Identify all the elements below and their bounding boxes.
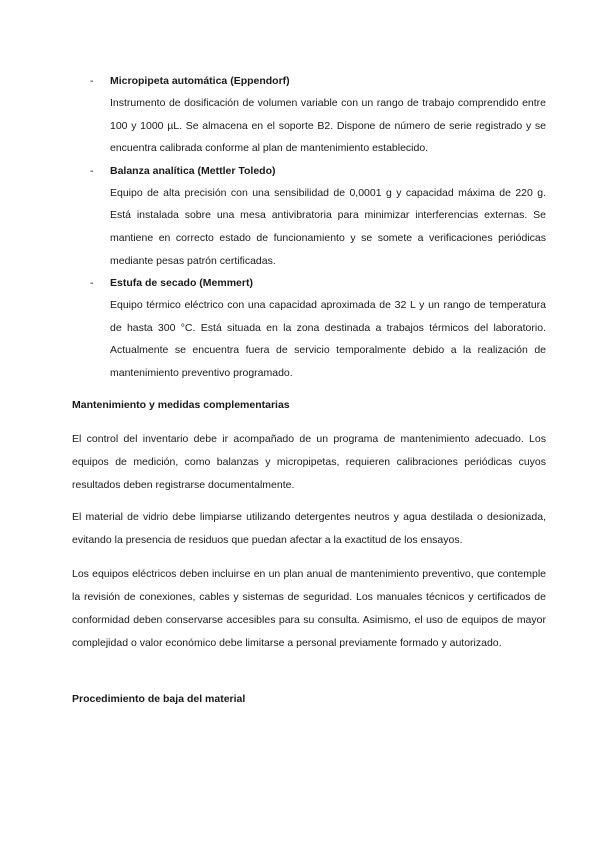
section-heading-maintenance: Mantenimiento y medidas complementarias xyxy=(72,399,290,411)
list-item-drying-oven xyxy=(90,272,546,384)
paragraph-electrical-equipment: Los equipos eléctricos deben incluirse en un plan anual de mantenimiento preventivo, que contemple la revisión de conexiones, cables y sistemas de seguridad. Los manuales técnicos y certificados de conformidad deben conservarse accesibles para su consulta. Asimismo, el uso de equipos de mayor complejidad o valor económico debe limitarse a personal previamente formado y autorizado. xyxy=(72,568,546,649)
item-description: Instrumento de dosificación de volumen variable con un rango de trabajo comprendido entre 100 y 1000 µL. Se almacena en el soporte B2. Dispone de número de serie registrado y se encuentra calibrada conforme al plan de mantenimiento establecido. xyxy=(110,97,546,155)
list-item-analytical-balance xyxy=(90,160,546,272)
list-marker: - xyxy=(90,164,94,177)
item-description: Equipo de alta precisión con una sensibilidad de 0,0001 g y capacidad máxima de 220 g. Está instalada sobre una mesa antivibratoria para minimizar interferencias externas. Se mantiene en correcto estado de funcionamiento y se somete a verificaciones periódicas mediante pesas patrón certificadas. xyxy=(110,186,546,267)
item-title: Balanza analítica (Mettler Toledo) xyxy=(110,164,276,177)
list-item-micropipette xyxy=(90,70,546,160)
section-heading-disposal: Procedimiento de baja del material xyxy=(72,693,246,705)
item-description: Equipo térmico eléctrico con una capacidad aproximada de 32 L y un rango de temperatura de hasta 300 °C. Está situada en la zona destinada a trabajos térmicos del laboratorio. Actualmente se encuentra fuera de servicio temporalmente debido a la realización de mantenimiento preventivo programado. xyxy=(110,299,546,379)
equipment-list xyxy=(90,70,546,385)
item-title: Estufa de secado (Memmert) xyxy=(110,277,253,290)
paragraph-inventory-control: El control del inventario debe ir acompañado de un programa de mantenimiento adecuado. Los equipos de medición, como balanzas y micropipetas, requieren calibraciones periódicas cuyos resultados deben registrarse documentalmente. xyxy=(72,433,546,491)
paragraph-glassware-cleaning: El material de vidrio debe limpiarse utilizando detergentes neutros y agua destilada o desionizada, evitando la presencia de residuos que puedan afectar a la exactitud de los ensayos. xyxy=(72,511,546,546)
list-marker: - xyxy=(90,75,94,87)
list-marker: - xyxy=(90,277,94,290)
item-title: Micropipeta automática (Eppendorf) xyxy=(110,75,290,87)
